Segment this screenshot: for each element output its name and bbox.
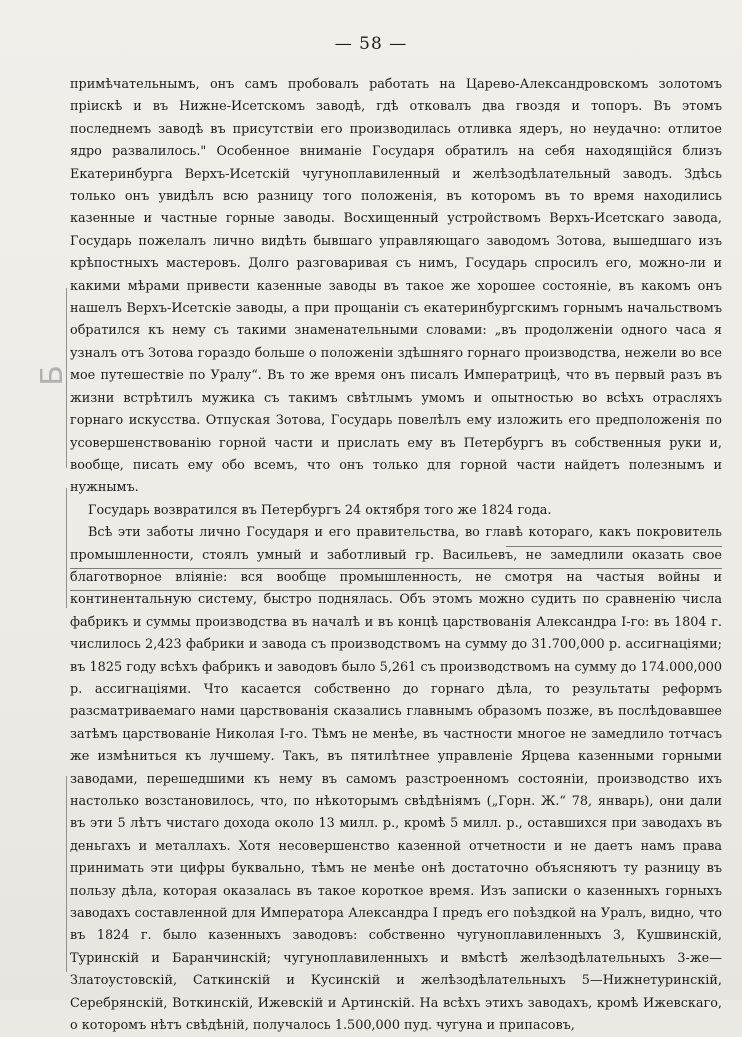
margin-bracket-2 (66, 488, 67, 608)
body-text (70, 74, 722, 1037)
margin-bracket-1 (66, 288, 67, 468)
paragraph-3: Всѣ эти заботы лично Государя и его правительства, во главѣ котораго, какъ покровитель промышленности, стоялъ умный и заботливый гр. Васильевъ, не замедлили оказать свое благотворное вліяніе: вся вообще промышленность, не смотря на частыя войны и континентальную систему, быстро поднялась. Объ этомъ можно судить по сравненію числа фабрикъ и суммы производства въ началѣ и въ концѣ царствованія Александра I-го: въ 1804 г. числилось 2,423 фабрики и завода съ производствомъ на сумму до 31.700,000 р. ассигнаціями; въ 1825 году всѣхъ фабрикъ и заводовъ было 5,261 съ производствомъ на сумму до 174.000,000 р. ассигнаціями. Что касается собственно до горнаго дѣла, то результаты реформъ разсматриваемаго нами царствованія сказались главнымъ образомъ позже, въ послѣдовавшее затѣмъ царствованіе Николая I-го. Тѣмъ не менѣе, въ частности многое не замедлило тотчасъ же измѣниться къ лучшему. Такъ, въ пятилѣтнее управленіе Ярцева казенными горными заводами, перешедшими къ нему въ самомъ разстроенномъ состояніи, производство ихъ настолько возстановилось, что, по нѣкоторымъ свѣдѣніямъ („Горн. Ж.“ 78, январь), они дали въ эти 5 лѣтъ чистаго дохода около 13 милл. р., кромѣ 5 милл. р., оставшихся при заводахъ въ деньгахъ и металлахъ. Хотя несовершенство казенной отчетности и не даетъ намъ права принимать эти цифры буквально, тѣмъ не менѣе онѣ достаточно объясняютъ ту разницу въ пользу дѣла, которая оказалась въ такое короткое время. Изъ записки о казенныхъ горныхъ заводахъ составленной для Императора Александра I предъ его поѣздкой на Уралъ, видно, что въ 1824 г. было казенныхъ заводовъ: собственно чугуноплавиленныхъ 3, Кушвинскій, Туринскій и Баранчинскій; чугуноплавиленныхъ и вмѣстѣ желѣзодѣлательныхъ 3-же—Златоустовскій, Саткинскій и Кусинскій и желѣзодѣлательныхъ 5—Нижнетуринскій, Серебрянскій, Воткинскій, Ижевскій и Артинскій. На всѣхъ этихъ заводахъ, кромѣ Ижевскаго, о которомъ нѣтъ свѣдѣній, получалось 1.500,000 пуд. чугуна и припасовъ, (70, 525, 722, 1034)
margin-pencil-mark: Б (34, 365, 70, 386)
page-number: — 58 — (334, 34, 408, 54)
paragraph-2: Государь возвратился въ Петербургъ 24 октября того же 1824 года. (88, 502, 552, 518)
paragraph-1: примѣчательнымъ, онъ самъ пробовалъ работать на Царево-Александровскомъ золотомъ пріискѣ и въ Нижне-Исетскомъ заводѣ, гдѣ отковалъ два гвоздя и топоръ. Въ этомъ последнемъ заводѣ въ присутствіи его производилась отливка ядеръ, но неудачно: отлитое ядро развалилось." Особенное вниманіе Государя обратилъ на себя находящійся близъ Екатеринбурга Верхъ-Исетскій чугуноплавиленный и желѣзодѣлательный заводъ. Здѣсь только онъ увидѣлъ всю разницу того положенія, въ которомъ въ то время находились казенные и частные горные заводы. Восхищенный устройствомъ Верхъ-Исетскаго завода, Государь пожелалъ лично видѣть бывшаго управляющаго заводомъ Зотова, вышедшаго изъ крѣпостныхъ мастеровъ. Долго разговаривая съ нимъ, Государь спросилъ его, можно-ли и какими мѣрами привести казенные заводы въ такое же хорошее состояніе, въ какомъ онъ нашелъ Верхъ-Исетскіе заводы, а при прощаніи съ екатеринбургскимъ горнымъ начальствомъ обратился къ нему съ такими знаменательными словами: „въ продолженіи одного часа я узналъ отъ Зотова гораздо больше о положеніи здѣшняго горнаго производства, нежели во все мое путешествіе по Уралу“. Въ то же время онъ писалъ Императрицѣ, что въ первый разъ въ жизни встрѣтилъ мужика съ такимъ свѣтлымъ умомъ и опытностью во всѣхъ отрасляхъ горнаго искусства. Отпуская Зотова, Государь повелѣлъ ему изложить его предположенія по усовершенствованію горной части и прислать ему въ Петербургъ въ собственныя руки и, вообще, писать ему обо всемъ, что онъ только для горной части найдетъ полезнымъ и нужнымъ. (70, 77, 722, 496)
margin-bracket-3 (66, 776, 67, 972)
